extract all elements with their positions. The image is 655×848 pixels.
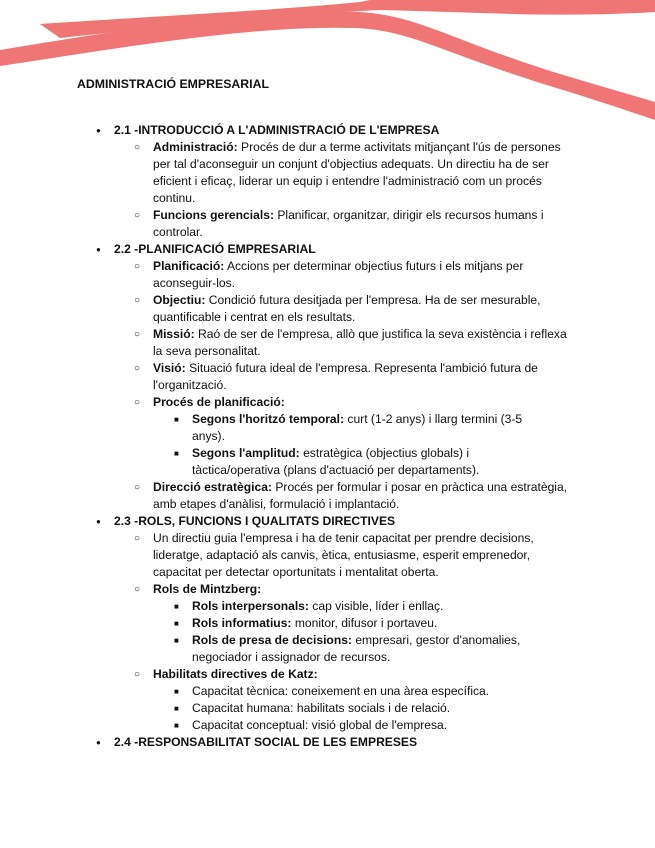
decorative-brush-strokes [0, 0, 655, 130]
item-term: Objectiu: [153, 293, 206, 307]
list-item [0, 207, 655, 241]
item-text: cap visible, líder i enllaç. [308, 599, 444, 613]
item-term: Funcions gerencials: [153, 208, 274, 222]
item-text: Accions per determinar objectius futurs i els mitjans per aconseguir-los. [153, 259, 524, 290]
list-item [0, 581, 655, 598]
item-term: Procés de planificació: [153, 395, 285, 409]
item-text: Raó de ser de l'empresa, allò que justifica la seva existència i reflexa la seva personalitat. [153, 327, 567, 358]
list-item [0, 139, 655, 207]
item-term: Direcció estratègica: [153, 480, 272, 494]
item-text: Capacitat conceptual: visió global de l'empresa. [192, 718, 448, 732]
list-item [0, 479, 655, 513]
list-item [0, 258, 655, 292]
sub-list-item [0, 445, 655, 479]
section-heading: ● 2.1 -INTRODUCCIÓ A L'ADMINISTRACIÓ DE L'EMPRESA [0, 122, 655, 139]
item-text: monitor, difusor i portaveu. [291, 616, 438, 630]
item-term: Visió: [153, 361, 186, 375]
list-item [0, 530, 655, 581]
sub-list-item [0, 683, 655, 700]
item-text: Procés de dur a terme activitats mitjançant l'ús de persones per tal d'aconseguir un conjunt d'objectius adequats. Un directiu ha de ser eficient i eficaç, liderar un equip i entendre l'administració com un procés continu. [153, 140, 561, 205]
item-text: estratègica (objectius globals) i tàctica/operativa (plans d'actuació per departaments). [192, 446, 480, 477]
item-term: Segons l'amplitud: [192, 446, 300, 460]
item-term: Planificació: [153, 259, 225, 273]
item-term: Segons l'horitzó temporal: [192, 412, 345, 426]
item-text: Capacitat humana: habilitats socials i de relació. [192, 701, 451, 715]
item-term: Rols de presa de decisions: [192, 633, 352, 647]
item-term: Missió: [153, 327, 195, 341]
sub-list-item [0, 632, 655, 666]
section-heading: ● 2.3 -ROLS, FUNCIONS I QUALITATS DIRECTIVES [0, 513, 655, 530]
item-text: Procés per formular i posar en pràctica una estratègia, amb etapes d'anàlisi, formulació i implantació. [153, 480, 568, 511]
item-term: Rols de Mintzberg: [153, 582, 262, 596]
section-heading: ● 2.2 -PLANIFICACIÓ EMPRESARIAL [0, 241, 655, 258]
list-item [0, 360, 655, 394]
list-item [0, 666, 655, 683]
list-item [0, 394, 655, 411]
item-term: Administració: [153, 140, 238, 154]
outline-list [0, 122, 655, 751]
item-text: Un directiu guia l'empresa i ha de tenir capacitat per prendre decisions, lideratge, adaptació als canvis, ètica, entusiasme, esperit emprenedor, capacitat per detectar oportunitats i mentalitat oberta. [153, 531, 534, 579]
sub-list-item [0, 615, 655, 632]
list-item [0, 292, 655, 326]
item-text: Situació futura ideal de l'empresa. Representa l'ambició futura de l'organització. [153, 361, 538, 392]
item-text: empresari, gestor d'anomalies, negociador i assignador de recursos. [192, 633, 521, 664]
item-term: Rols informatius: [192, 616, 292, 630]
document-title: ADMINISTRACIÓ EMPRESARIAL [77, 77, 269, 91]
item-term: Habilitats directives de Katz: [153, 667, 318, 681]
item-text: Capacitat tècnica: coneixement en una àrea específica. [192, 684, 490, 698]
sub-list-item [0, 411, 655, 445]
item-term: Rols interpersonals: [192, 599, 309, 613]
item-text: Planificar, organitzar, dirigir els recursos humans i controlar. [153, 208, 544, 239]
item-text: curt (1-2 anys) i llarg termini (3-5 anys). [192, 412, 523, 443]
sub-list-item [0, 717, 655, 734]
sub-list-item [0, 598, 655, 615]
sub-list-item [0, 700, 655, 717]
item-text: Condició futura desitjada per l'empresa. Ha de ser mesurable, quantificable i centrat en els resultats. [153, 293, 541, 324]
section-heading: ● 2.4 -RESPONSABILITAT SOCIAL DE LES EMPRESES [0, 734, 655, 751]
list-item [0, 326, 655, 360]
